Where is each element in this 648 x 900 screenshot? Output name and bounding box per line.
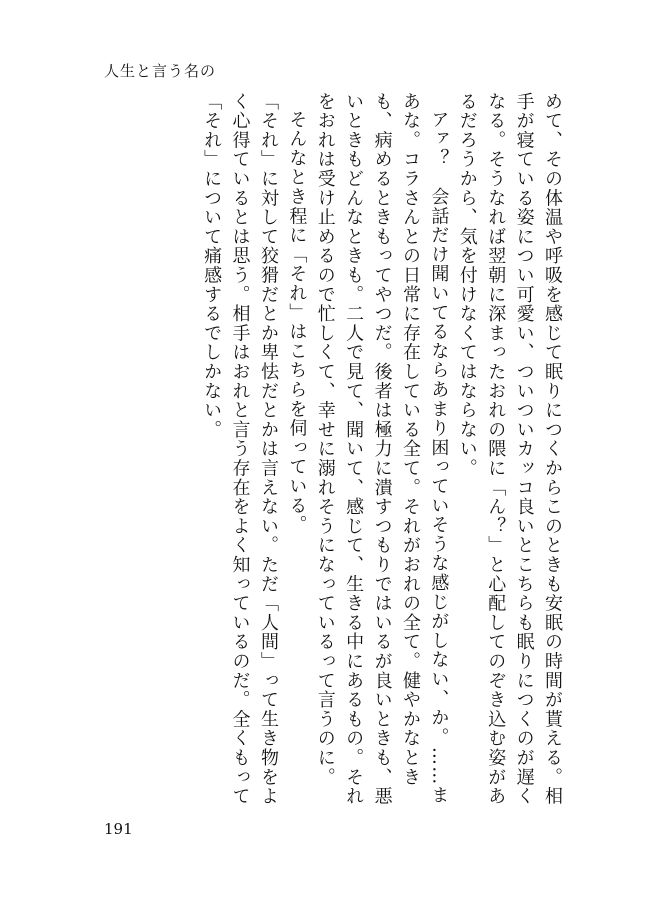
vertical-text-body xyxy=(96,92,566,812)
page-number: 191 xyxy=(104,820,133,838)
paragraph-continued: めて、その体温や呼吸を感じて眠りにつくからこのときも安眠の時間が貰える。相手が寝ている姿につい可愛い、ついついカッコ良いとこちらも眠りにつくのが遅くなる。そうなれば翌朝に深まったおれの隈に「ん？」と心配してのぞき込む姿があるだろうから、気を付けなくてはならない。 xyxy=(456,92,563,807)
running-header: 人生と言う名の xyxy=(104,62,217,80)
paragraph: そんなとき程に「それ」はこちらを伺っている。 xyxy=(286,110,308,535)
paragraph: アァ？ 会話だけ聞いてるならあまり困っていそうな感じがしない、か。……まあな。コラさんとの日常に存在している全て。それがおれの全て。健やかなときも、病めるときもってやつだ。後者は極力に潰すつもりではいるが良いときも、悪いときもどんなときも。二人で見て、聞いて、感じて、生きる中にあるもの。それをおれは受け止めるので忙しくて、幸せに溺れそうになっているって言うのに。 xyxy=(314,92,450,807)
paragraph: 「それ」に対して狡猾だとか卑怯だとかは言えない。ただ「人間」って生き物をよく心得ているとは思う。相手はおれと言う存在をよく知っているのだ。全くもって「それ」について痛感するでしかない。 xyxy=(201,92,279,807)
